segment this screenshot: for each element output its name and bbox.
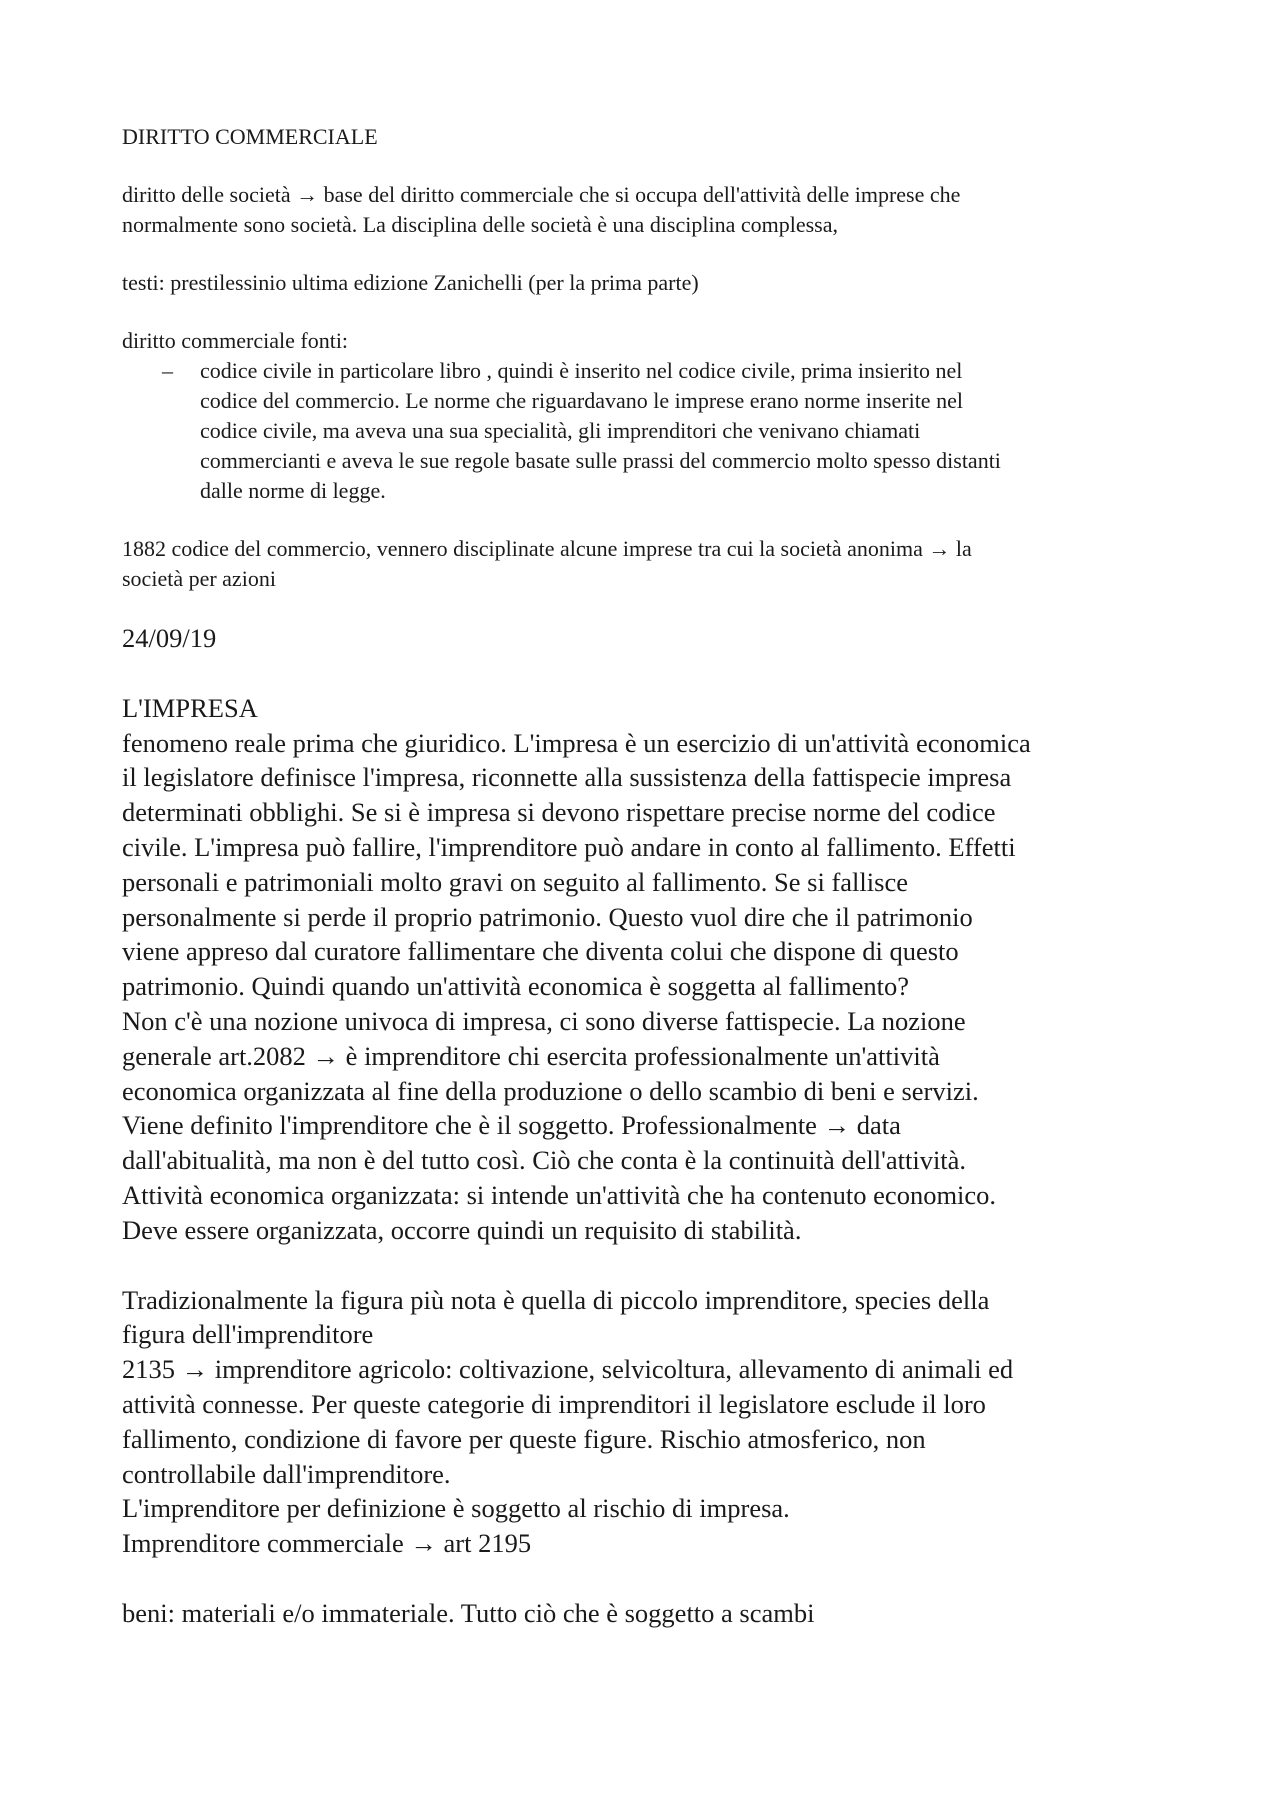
text-line: codice civile in particolare libro , quindi è inserito nel codice civile, prima insierito nel [200, 358, 963, 383]
text-line: figura dell'imprenditore [122, 1319, 374, 1350]
text-line: patrimonio. Quindi quando un'attività economica è soggetta al fallimento? [122, 971, 910, 1002]
dash-bullet-icon: – [162, 358, 173, 383]
text-line: controllabile dall'imprenditore. [122, 1458, 451, 1489]
text-line: codice civile, ma aveva una sua specialità, gli imprenditori che venivano chiamati [200, 418, 921, 443]
text-line: il legislatore definisce l'impresa, riconnette alla sussistenza della fattispecie impresa [122, 762, 1012, 793]
text-line: Imprenditore commerciale → art 2195 [122, 1528, 532, 1559]
text-line: attività connesse. Per queste categorie di imprenditori il legislatore esclude il loro [122, 1388, 986, 1419]
text-line: generale art.2082 → è imprenditore chi esercita professionalmente un'attività [122, 1040, 940, 1071]
text-line: fenomeno reale prima che giuridico. L'impresa è un esercizio di un'attività economica [122, 727, 1031, 758]
text-line: codice del commercio. Le norme che riguardavano le imprese erano norme inserite nel [200, 388, 963, 413]
fonti-heading: diritto commerciale fonti: [122, 328, 349, 353]
paragraph-tradizionalmente [122, 1283, 1182, 1561]
text-line: dall'abitualità, ma non è del tutto così. Ciò che conta è la continuità dell'attività. [122, 1145, 967, 1176]
text-line: Deve essere organizzata, occorre quindi un requisito di stabilità. [122, 1214, 802, 1245]
text-line: Attività economica organizzata: si intende un'attività che ha contenuto economico. [122, 1179, 997, 1210]
text-line: economica organizzata al fine della produzione o dello scambio di beni e servizi. [122, 1075, 979, 1106]
document-title: DIRITTO COMMERCIALE [122, 124, 378, 149]
text-line: civile. L'impresa può fallire, l'imprenditore può andare in conto al fallimento. Effetti [122, 831, 1016, 862]
text-line: fallimento, condizione di favore per queste figure. Rischio atmosferico, non [122, 1423, 926, 1454]
text-line: personali e patrimoniali molto gravi on seguito al fallimento. Se si fallisce [122, 866, 908, 897]
text-line: L'imprenditore per definizione è soggetto al rischio di impresa. [122, 1493, 790, 1524]
list-item [122, 356, 1230, 506]
date-heading: 24/09/19 [122, 623, 217, 653]
text-line: Viene definito l'imprenditore che è il soggetto. Professionalmente → data [122, 1110, 901, 1141]
paragraph-beni: beni: materiali e/o immateriale. Tutto ciò che è soggetto a scambi [122, 1597, 815, 1628]
text-line: società per azioni [122, 566, 276, 591]
paragraph-testi: testi: prestilessinio ultima edizione Zanichelli (per la prima parte) [122, 270, 699, 295]
text-line: viene appreso dal curatore fallimentare che diventa colui che dispone di questo [122, 936, 959, 967]
text-line: determinati obblighi. Se si è impresa si devono rispettare precise norme del codice [122, 797, 996, 828]
paragraph-1882 [122, 534, 1182, 594]
text-line: dalle norme di legge. [200, 478, 386, 503]
text-line: Non c'è una nozione univoca di impresa, ci sono diverse fattispecie. La nozione [122, 1005, 966, 1036]
text-line: 2135 → imprenditore agricolo: coltivazione, selvicoltura, allevamento di animali ed [122, 1354, 1014, 1385]
fonti-list [122, 356, 1182, 506]
text-line: diritto delle società → base del diritto commerciale che si occupa dell'attività delle imprese che [122, 182, 961, 207]
impresa-heading: L'IMPRESA [122, 692, 258, 723]
text-line: normalmente sono società. La disciplina delle società è una disciplina complessa, [122, 212, 838, 237]
text-line: commercianti e aveva le sue regole basate sulle prassi del commercio molto spesso distanti [200, 448, 1001, 473]
paragraph-impresa [122, 726, 1182, 1248]
paragraph-diritto-societa [122, 180, 1182, 240]
text-line: 1882 codice del commercio, vennero disciplinate alcune imprese tra cui la società anonima → la [122, 536, 972, 561]
text-line: Tradizionalmente la figura più nota è quella di piccolo imprenditore, species della [122, 1284, 990, 1315]
text-line: personalmente si perde il proprio patrimonio. Questo vuol dire che il patrimonio [122, 901, 973, 932]
document-content [122, 122, 1182, 1631]
